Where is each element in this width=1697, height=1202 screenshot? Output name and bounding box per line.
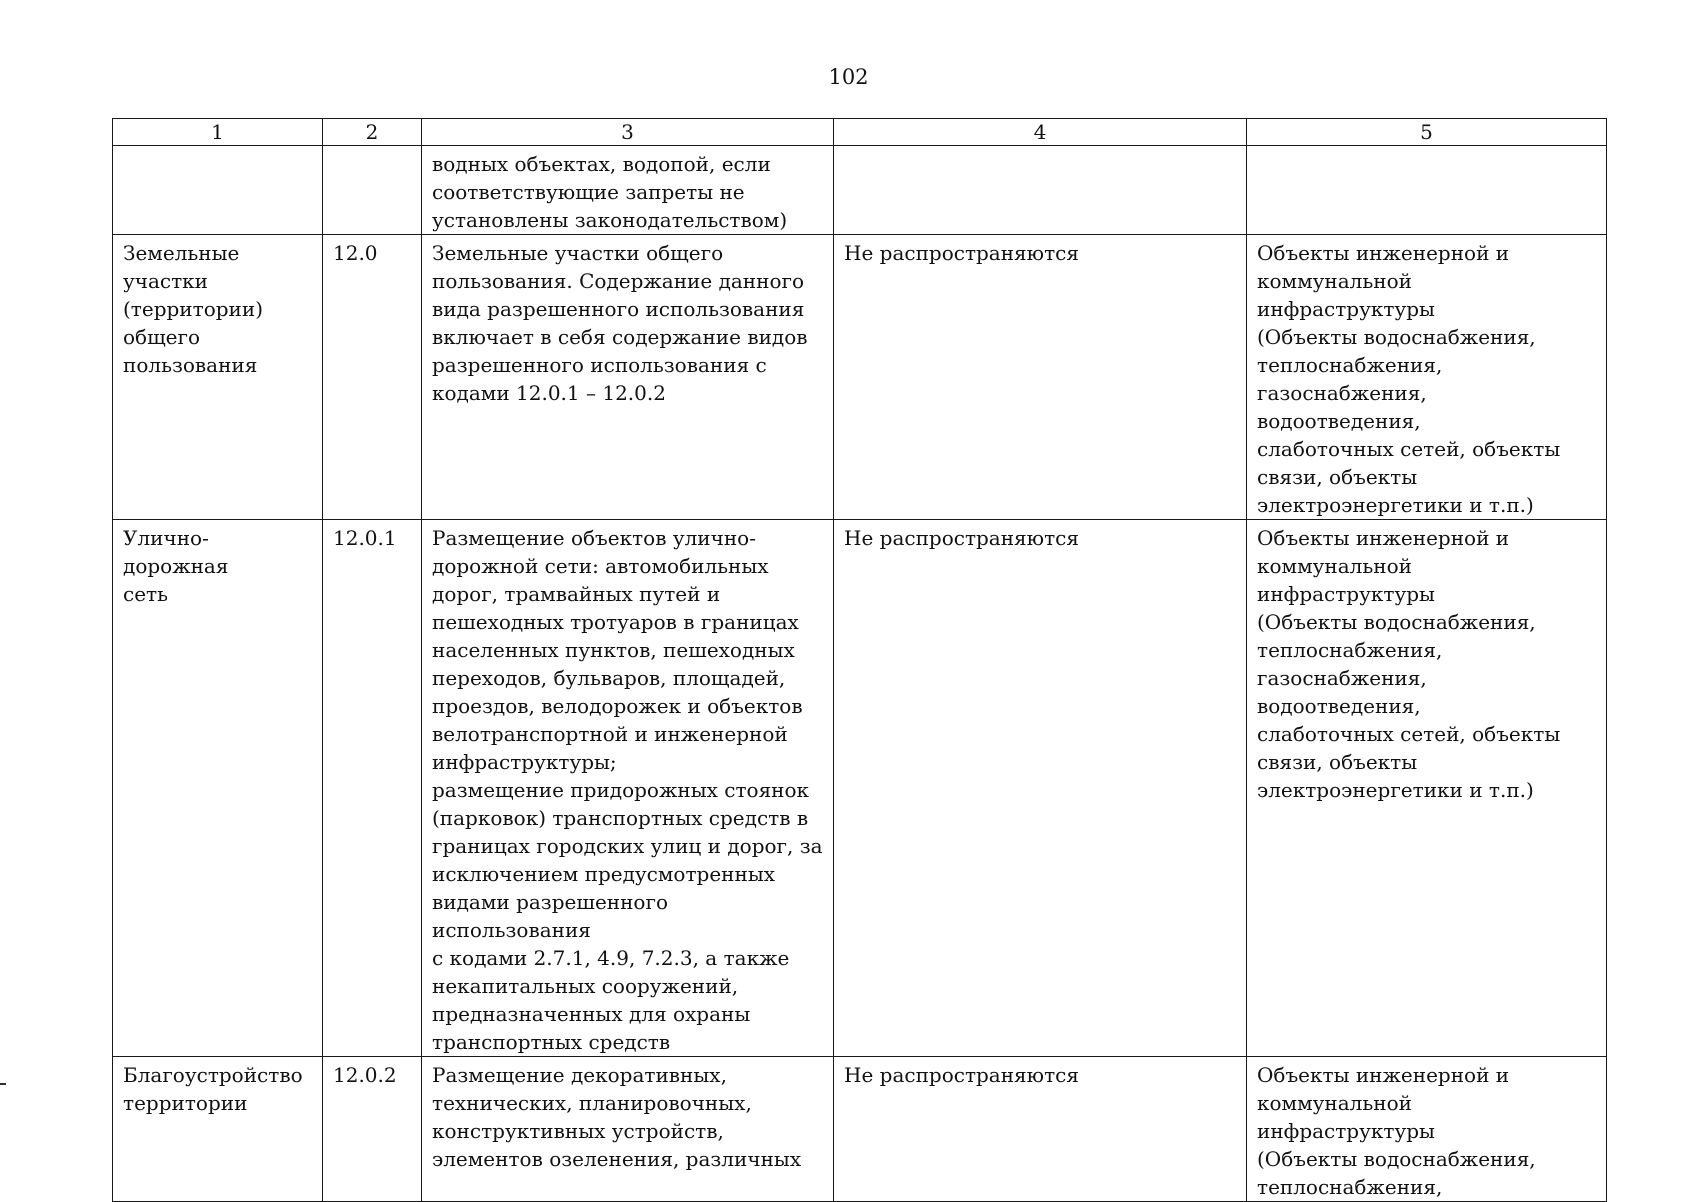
cell-name [113, 520, 323, 1057]
cell-auxiliary-text: Объекты инженерной и коммунальной инфраструктуры (Объекты водоснабжения, теплоснабжения, газоснабжения, водоотведения, слаботочных сетей, объекты связи, объекты электроэнергетики и т.п.) [1257, 241, 1561, 517]
cell-description [422, 1057, 834, 1202]
cell-restrictions-text: Не распространяются [844, 1063, 1079, 1087]
cell-auxiliary [1247, 146, 1607, 235]
cell-auxiliary [1247, 235, 1607, 520]
cell-code-text: 12.0 [333, 241, 378, 265]
cell-code-text: 12.0.1 [333, 526, 397, 550]
column-header-1: 1 [113, 119, 323, 146]
cell-description-text: Земельные участки общего пользования. Содержание данного вида разрешенного использования включает в себя содержание видов разрешенного использования с кодами 12.0.1 – 12.0.2 [432, 241, 808, 405]
cell-auxiliary [1247, 520, 1607, 1057]
table-row [113, 235, 1607, 520]
table-row [113, 1057, 1607, 1202]
cell-restrictions [834, 1057, 1247, 1202]
cell-code [323, 520, 422, 1057]
cell-name [113, 1057, 323, 1202]
table-row-continuation [113, 146, 1607, 235]
scan-edge-mark [0, 1083, 6, 1085]
cell-code [323, 1057, 422, 1202]
cell-name-text: Земельные участки (территории) общего пользования [123, 241, 264, 377]
cell-restrictions-text: Не распространяются [844, 241, 1079, 265]
cell-description [422, 520, 834, 1057]
cell-description [422, 146, 834, 235]
cell-description-text: Размещение объектов улично- дорожной сети: автомобильных дорог, трамвайных путей и пешеходных тротуаров в границах населенных пунктов, пешеходных переходов, бульваров, площадей, проездов, велодорожек и объектов велотранспортной и инженерной инфраструктуры; размещение придорожных стоянок (парковок) транспортных средств в границах городских улиц и дорог, за исключением предусмотренных видами разрешенного использования с кодами 2.7.1, 4.9, 7.2.3, а также некапитальных сооружений, предназначенных для охраны транспортных средств [432, 526, 823, 1054]
cell-description-text: Размещение декоративных, технических, планировочных, конструктивных устройств, элементов озеленения, различных [432, 1063, 802, 1171]
cell-name [113, 146, 323, 235]
table-header-row [113, 119, 1607, 146]
table-row [113, 520, 1607, 1057]
cell-name [113, 235, 323, 520]
cell-auxiliary [1247, 1057, 1607, 1202]
cell-restrictions [834, 235, 1247, 520]
cell-description-text: водных объектах, водопой, если соответствующие запреты не установлены законодательством) [432, 152, 788, 232]
cell-code [323, 235, 422, 520]
cell-code [323, 146, 422, 235]
cell-restrictions [834, 146, 1247, 235]
cell-code-text: 12.0.2 [333, 1063, 397, 1087]
cell-restrictions-text: Не распространяются [844, 526, 1079, 550]
cell-name-text: Улично-дорожная сеть [123, 526, 229, 606]
page-number: 102 [828, 65, 869, 89]
cell-auxiliary-text: Объекты инженерной и коммунальной инфраструктуры (Объекты водоснабжения, теплоснабжения, газоснабжения, водоотведения, слаботочных сетей, объекты связи, объекты электроэнергетики и т.п.) [1257, 526, 1561, 802]
land-use-table [112, 118, 1607, 1202]
column-header-2: 2 [323, 119, 422, 146]
column-header-5: 5 [1247, 119, 1607, 146]
cell-auxiliary-text: Объекты инженерной и коммунальной инфраструктуры (Объекты водоснабжения, теплоснабжения, [1257, 1063, 1536, 1199]
cell-description [422, 235, 834, 520]
column-header-4: 4 [834, 119, 1247, 146]
cell-name-text: Благоустройство территории [123, 1063, 303, 1115]
column-header-3: 3 [422, 119, 834, 146]
cell-restrictions [834, 520, 1247, 1057]
